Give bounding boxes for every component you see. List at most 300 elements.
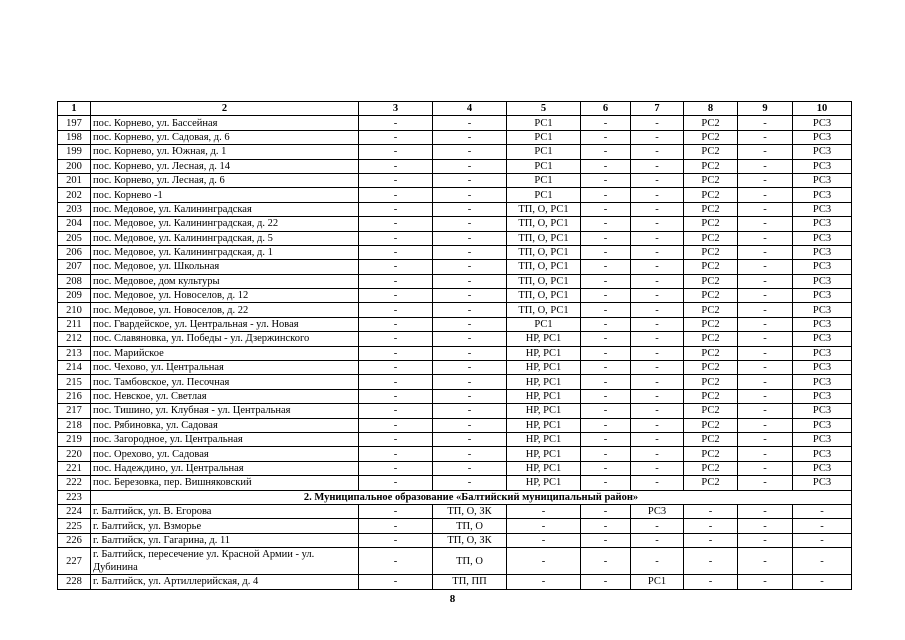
row-number-cell: 204 xyxy=(58,217,91,231)
value-cell: НР, РС1 xyxy=(507,346,581,360)
value-cell: - xyxy=(738,217,793,231)
value-cell: ТП, О, ЗК xyxy=(433,533,507,547)
table-row xyxy=(58,231,852,245)
address-cell: пос. Марийское xyxy=(91,346,359,360)
value-cell: - xyxy=(359,533,433,547)
value-cell: РС2 xyxy=(684,476,738,490)
value-cell: РС3 xyxy=(793,231,852,245)
value-cell: - xyxy=(581,130,631,144)
value-cell: ТП, О, ЗК xyxy=(433,504,507,518)
value-cell: - xyxy=(359,145,433,159)
value-cell: - xyxy=(738,461,793,475)
value-cell: РС2 xyxy=(684,418,738,432)
value-cell: - xyxy=(359,159,433,173)
value-cell: - xyxy=(738,289,793,303)
value-cell: РС3 xyxy=(793,375,852,389)
value-cell: - xyxy=(738,332,793,346)
value-cell: - xyxy=(738,447,793,461)
value-cell: - xyxy=(359,375,433,389)
address-cell: пос. Корнево -1 xyxy=(91,188,359,202)
value-cell: - xyxy=(433,303,507,317)
value-cell: НР, РС1 xyxy=(507,432,581,446)
value-cell: ТП, О, РС1 xyxy=(507,274,581,288)
value-cell: - xyxy=(738,159,793,173)
value-cell: - xyxy=(359,289,433,303)
value-cell: - xyxy=(359,317,433,331)
value-cell: - xyxy=(631,159,684,173)
address-cell: пос. Тамбовское, ул. Песочная xyxy=(91,375,359,389)
value-cell: РС2 xyxy=(684,432,738,446)
table-row xyxy=(58,418,852,432)
value-cell: - xyxy=(581,303,631,317)
value-cell: РС1 xyxy=(631,575,684,589)
table-row xyxy=(58,303,852,317)
value-cell: РС2 xyxy=(684,274,738,288)
row-number-cell: 211 xyxy=(58,317,91,331)
value-cell: РС2 xyxy=(684,447,738,461)
value-cell: - xyxy=(793,548,852,575)
value-cell: - xyxy=(631,274,684,288)
value-cell: - xyxy=(433,375,507,389)
value-cell: - xyxy=(433,389,507,403)
value-cell: - xyxy=(433,116,507,130)
address-cell: пос. Корнево, ул. Южная, д. 1 xyxy=(91,145,359,159)
row-number-cell: 215 xyxy=(58,375,91,389)
table-row xyxy=(58,332,852,346)
row-number-cell: 210 xyxy=(58,303,91,317)
value-cell: РС1 xyxy=(507,130,581,144)
value-cell: РС2 xyxy=(684,159,738,173)
value-cell: - xyxy=(581,245,631,259)
address-cell: пос. Надеждино, ул. Центральная xyxy=(91,461,359,475)
row-number-cell: 203 xyxy=(58,202,91,216)
address-cell: пос. Славяновка, ул. Победы - ул. Дзержинского xyxy=(91,332,359,346)
header-cell: 1 xyxy=(58,102,91,116)
value-cell: - xyxy=(581,202,631,216)
value-cell: - xyxy=(631,173,684,187)
row-number-cell: 216 xyxy=(58,389,91,403)
value-cell: НР, РС1 xyxy=(507,447,581,461)
value-cell: - xyxy=(507,519,581,533)
value-cell: РС3 xyxy=(793,274,852,288)
value-cell: - xyxy=(738,404,793,418)
value-cell: РС3 xyxy=(793,332,852,346)
value-cell: - xyxy=(359,245,433,259)
address-cell: пос. Медовое, ул. Калининградская, д. 1 xyxy=(91,245,359,259)
value-cell: НР, РС1 xyxy=(507,404,581,418)
value-cell: - xyxy=(581,461,631,475)
table-row xyxy=(58,476,852,490)
value-cell: - xyxy=(581,289,631,303)
section-row xyxy=(58,490,852,504)
address-cell: пос. Рябиновка, ул. Садовая xyxy=(91,418,359,432)
value-cell: ТП, О, РС1 xyxy=(507,245,581,259)
header-cell: 8 xyxy=(684,102,738,116)
value-cell: - xyxy=(631,389,684,403)
value-cell: РС2 xyxy=(684,346,738,360)
value-cell: РС3 xyxy=(793,116,852,130)
value-cell: - xyxy=(359,274,433,288)
header-cell: 5 xyxy=(507,102,581,116)
table-row xyxy=(58,173,852,187)
row-number-cell: 202 xyxy=(58,188,91,202)
value-cell: - xyxy=(793,504,852,518)
table-row xyxy=(58,130,852,144)
value-cell: - xyxy=(738,432,793,446)
row-number-cell: 205 xyxy=(58,231,91,245)
value-cell: ТП, ПП xyxy=(433,575,507,589)
value-cell: - xyxy=(581,159,631,173)
value-cell: - xyxy=(359,332,433,346)
value-cell: РС2 xyxy=(684,404,738,418)
value-cell: РС3 xyxy=(793,303,852,317)
value-cell: - xyxy=(359,231,433,245)
table-row xyxy=(58,375,852,389)
value-cell: - xyxy=(359,519,433,533)
value-cell: РС3 xyxy=(793,159,852,173)
value-cell: ТП, О, РС1 xyxy=(507,303,581,317)
value-cell: РС2 xyxy=(684,289,738,303)
value-cell: ТП, О, РС1 xyxy=(507,260,581,274)
data-table xyxy=(57,101,852,590)
address-cell: пос. Орехово, ул. Садовая xyxy=(91,447,359,461)
value-cell: - xyxy=(738,231,793,245)
value-cell: - xyxy=(433,130,507,144)
value-cell: - xyxy=(738,274,793,288)
value-cell: - xyxy=(738,317,793,331)
value-cell: РС1 xyxy=(507,159,581,173)
value-cell: - xyxy=(433,173,507,187)
value-cell: НР, РС1 xyxy=(507,332,581,346)
value-cell: - xyxy=(738,145,793,159)
value-cell: РС3 xyxy=(793,447,852,461)
row-number-cell: 217 xyxy=(58,404,91,418)
row-number-cell: 197 xyxy=(58,116,91,130)
value-cell: - xyxy=(359,476,433,490)
value-cell: - xyxy=(433,231,507,245)
table-row xyxy=(58,245,852,259)
value-cell: - xyxy=(359,202,433,216)
table-row xyxy=(58,217,852,231)
value-cell: РС3 xyxy=(793,217,852,231)
table-row xyxy=(58,188,852,202)
value-cell: - xyxy=(359,418,433,432)
value-cell: - xyxy=(433,447,507,461)
header-cell: 3 xyxy=(359,102,433,116)
value-cell: - xyxy=(581,332,631,346)
value-cell: РС3 xyxy=(631,504,684,518)
table-row xyxy=(58,447,852,461)
value-cell: РС2 xyxy=(684,130,738,144)
value-cell: - xyxy=(581,519,631,533)
address-cell: пос. Медовое, дом культуры xyxy=(91,274,359,288)
address-cell: пос. Медовое, ул. Калининградская xyxy=(91,202,359,216)
value-cell: - xyxy=(631,317,684,331)
address-cell: пос. Медовое, ул. Новоселов, д. 22 xyxy=(91,303,359,317)
address-cell: пос. Тишино, ул. Клубная - ул. Центральная xyxy=(91,404,359,418)
value-cell: - xyxy=(631,533,684,547)
row-number-cell: 208 xyxy=(58,274,91,288)
table-row xyxy=(58,533,852,547)
value-cell: РС3 xyxy=(793,245,852,259)
page-number: 8 xyxy=(449,593,456,605)
value-cell: НР, РС1 xyxy=(507,375,581,389)
value-cell: РС2 xyxy=(684,173,738,187)
value-cell: - xyxy=(738,476,793,490)
table-row xyxy=(58,504,852,518)
value-cell: - xyxy=(631,188,684,202)
row-number-cell: 220 xyxy=(58,447,91,461)
value-cell: - xyxy=(433,461,507,475)
value-cell: НР, РС1 xyxy=(507,461,581,475)
table-row xyxy=(58,317,852,331)
value-cell: ТП, О xyxy=(433,548,507,575)
table-row xyxy=(58,575,852,589)
value-cell: - xyxy=(581,447,631,461)
value-cell: РС1 xyxy=(507,145,581,159)
value-cell: - xyxy=(631,476,684,490)
value-cell: - xyxy=(631,217,684,231)
address-cell: пос. Загородное, ул. Центральная xyxy=(91,432,359,446)
value-cell: РС1 xyxy=(507,317,581,331)
row-number-cell: 206 xyxy=(58,245,91,259)
header-cell: 9 xyxy=(738,102,793,116)
value-cell: - xyxy=(359,432,433,446)
value-cell: - xyxy=(738,173,793,187)
value-cell: - xyxy=(359,389,433,403)
value-cell: - xyxy=(738,519,793,533)
table-row xyxy=(58,289,852,303)
value-cell: РС2 xyxy=(684,260,738,274)
value-cell: - xyxy=(581,145,631,159)
value-cell: РС3 xyxy=(793,130,852,144)
table-row xyxy=(58,461,852,475)
value-cell: НР, РС1 xyxy=(507,389,581,403)
value-cell: - xyxy=(433,159,507,173)
value-cell: - xyxy=(631,116,684,130)
value-cell: - xyxy=(359,461,433,475)
value-cell: РС3 xyxy=(793,173,852,187)
value-cell: РС2 xyxy=(684,461,738,475)
value-cell: - xyxy=(433,332,507,346)
row-number-cell: 223 xyxy=(58,490,91,504)
value-cell: РС3 xyxy=(793,188,852,202)
value-cell: - xyxy=(684,533,738,547)
value-cell: РС2 xyxy=(684,217,738,231)
value-cell: - xyxy=(433,317,507,331)
value-cell: - xyxy=(359,217,433,231)
value-cell: - xyxy=(433,289,507,303)
value-cell: - xyxy=(359,116,433,130)
address-cell: пос. Березовка, пер. Вишняковский xyxy=(91,476,359,490)
value-cell: РС3 xyxy=(793,202,852,216)
row-number-cell: 222 xyxy=(58,476,91,490)
value-cell: - xyxy=(684,548,738,575)
value-cell: - xyxy=(581,533,631,547)
row-number-cell: 221 xyxy=(58,461,91,475)
value-cell: РС1 xyxy=(507,173,581,187)
value-cell: - xyxy=(359,173,433,187)
address-cell: пос. Корнево, ул. Лесная, д. 14 xyxy=(91,159,359,173)
value-cell: - xyxy=(581,575,631,589)
row-number-cell: 212 xyxy=(58,332,91,346)
value-cell: - xyxy=(359,303,433,317)
address-cell: пос. Медовое, ул. Новоселов, д. 12 xyxy=(91,289,359,303)
value-cell: - xyxy=(581,188,631,202)
address-cell: пос. Медовое, ул. Калининградская, д. 22 xyxy=(91,217,359,231)
value-cell: - xyxy=(359,361,433,375)
address-cell: пос. Медовое, ул. Калининградская, д. 5 xyxy=(91,231,359,245)
value-cell: - xyxy=(631,548,684,575)
value-cell: - xyxy=(581,274,631,288)
row-number-cell: 218 xyxy=(58,418,91,432)
value-cell: - xyxy=(738,504,793,518)
address-cell: г. Балтийск, ул. Взморье xyxy=(91,519,359,533)
value-cell: - xyxy=(684,519,738,533)
address-cell: г. Балтийск, ул. Гагарина, д. 11 xyxy=(91,533,359,547)
value-cell: - xyxy=(793,519,852,533)
value-cell: - xyxy=(359,260,433,274)
value-cell: - xyxy=(433,245,507,259)
table-row xyxy=(58,404,852,418)
value-cell: - xyxy=(433,476,507,490)
value-cell: РС2 xyxy=(684,116,738,130)
value-cell: - xyxy=(433,188,507,202)
value-cell: - xyxy=(359,188,433,202)
value-cell: РС2 xyxy=(684,188,738,202)
row-number-cell: 214 xyxy=(58,361,91,375)
value-cell: - xyxy=(433,432,507,446)
address-cell: г. Балтийск, пересечение ул. Красной Армии - ул. Дубинина xyxy=(91,548,359,575)
value-cell: - xyxy=(581,361,631,375)
value-cell: - xyxy=(738,202,793,216)
row-number-cell: 209 xyxy=(58,289,91,303)
value-cell: - xyxy=(433,260,507,274)
value-cell: - xyxy=(359,548,433,575)
value-cell: - xyxy=(631,202,684,216)
value-cell: РС2 xyxy=(684,389,738,403)
value-cell: - xyxy=(738,130,793,144)
value-cell: - xyxy=(631,332,684,346)
value-cell: - xyxy=(359,346,433,360)
value-cell: - xyxy=(433,217,507,231)
value-cell: - xyxy=(359,130,433,144)
value-cell: - xyxy=(581,231,631,245)
value-cell: РС3 xyxy=(793,461,852,475)
value-cell: - xyxy=(738,375,793,389)
address-cell: г. Балтийск, ул. Артиллерийская, д. 4 xyxy=(91,575,359,589)
value-cell: - xyxy=(631,432,684,446)
value-cell: - xyxy=(581,548,631,575)
value-cell: - xyxy=(433,274,507,288)
value-cell: - xyxy=(359,575,433,589)
value-cell: - xyxy=(738,575,793,589)
header-cell: 4 xyxy=(433,102,507,116)
value-cell: - xyxy=(581,504,631,518)
table-row xyxy=(58,361,852,375)
value-cell: - xyxy=(738,361,793,375)
value-cell: РС2 xyxy=(684,245,738,259)
value-cell: - xyxy=(581,260,631,274)
value-cell: ТП, О, РС1 xyxy=(507,202,581,216)
table-row xyxy=(58,432,852,446)
table-body xyxy=(58,102,852,590)
value-cell: - xyxy=(507,533,581,547)
table-row xyxy=(58,145,852,159)
header-cell: 6 xyxy=(581,102,631,116)
value-cell: РС3 xyxy=(793,346,852,360)
value-cell: - xyxy=(684,575,738,589)
value-cell: ТП, О, РС1 xyxy=(507,231,581,245)
value-cell: РС3 xyxy=(793,432,852,446)
value-cell: НР, РС1 xyxy=(507,361,581,375)
value-cell: РС3 xyxy=(793,389,852,403)
value-cell: - xyxy=(738,389,793,403)
value-cell: - xyxy=(631,130,684,144)
value-cell: - xyxy=(507,575,581,589)
value-cell: - xyxy=(631,145,684,159)
value-cell: - xyxy=(631,519,684,533)
value-cell: ТП, О xyxy=(433,519,507,533)
value-cell: - xyxy=(581,418,631,432)
address-cell: пос. Медовое, ул. Школьная xyxy=(91,260,359,274)
value-cell: - xyxy=(581,317,631,331)
value-cell: - xyxy=(631,231,684,245)
value-cell: - xyxy=(433,346,507,360)
address-cell: пос. Корнево, ул. Садовая, д. 6 xyxy=(91,130,359,144)
value-cell: - xyxy=(793,533,852,547)
table-row xyxy=(58,548,852,575)
value-cell: РС3 xyxy=(793,361,852,375)
value-cell: - xyxy=(581,346,631,360)
table-row xyxy=(58,274,852,288)
value-cell: - xyxy=(793,575,852,589)
table-row xyxy=(58,519,852,533)
value-cell: - xyxy=(581,375,631,389)
value-cell: - xyxy=(433,361,507,375)
value-cell: РС3 xyxy=(793,404,852,418)
value-cell: - xyxy=(738,116,793,130)
value-cell: - xyxy=(631,303,684,317)
value-cell: РС3 xyxy=(793,317,852,331)
row-number-cell: 224 xyxy=(58,504,91,518)
value-cell: РС2 xyxy=(684,202,738,216)
value-cell: - xyxy=(581,116,631,130)
value-cell: РС1 xyxy=(507,188,581,202)
value-cell: - xyxy=(631,260,684,274)
value-cell: - xyxy=(684,504,738,518)
header-cell: 7 xyxy=(631,102,684,116)
table-row xyxy=(58,260,852,274)
header-cell: 2 xyxy=(91,102,359,116)
row-number-cell: 200 xyxy=(58,159,91,173)
table-row xyxy=(58,389,852,403)
value-cell: - xyxy=(581,476,631,490)
value-cell: РС2 xyxy=(684,303,738,317)
row-number-cell: 227 xyxy=(58,548,91,575)
value-cell: НР, РС1 xyxy=(507,476,581,490)
table-row xyxy=(58,159,852,173)
header-cell: 10 xyxy=(793,102,852,116)
value-cell: - xyxy=(359,447,433,461)
row-number-cell: 226 xyxy=(58,533,91,547)
value-cell: ТП, О, РС1 xyxy=(507,217,581,231)
value-cell: - xyxy=(631,418,684,432)
value-cell: РС2 xyxy=(684,231,738,245)
value-cell: - xyxy=(631,404,684,418)
value-cell: ТП, О, РС1 xyxy=(507,289,581,303)
table-row xyxy=(58,202,852,216)
